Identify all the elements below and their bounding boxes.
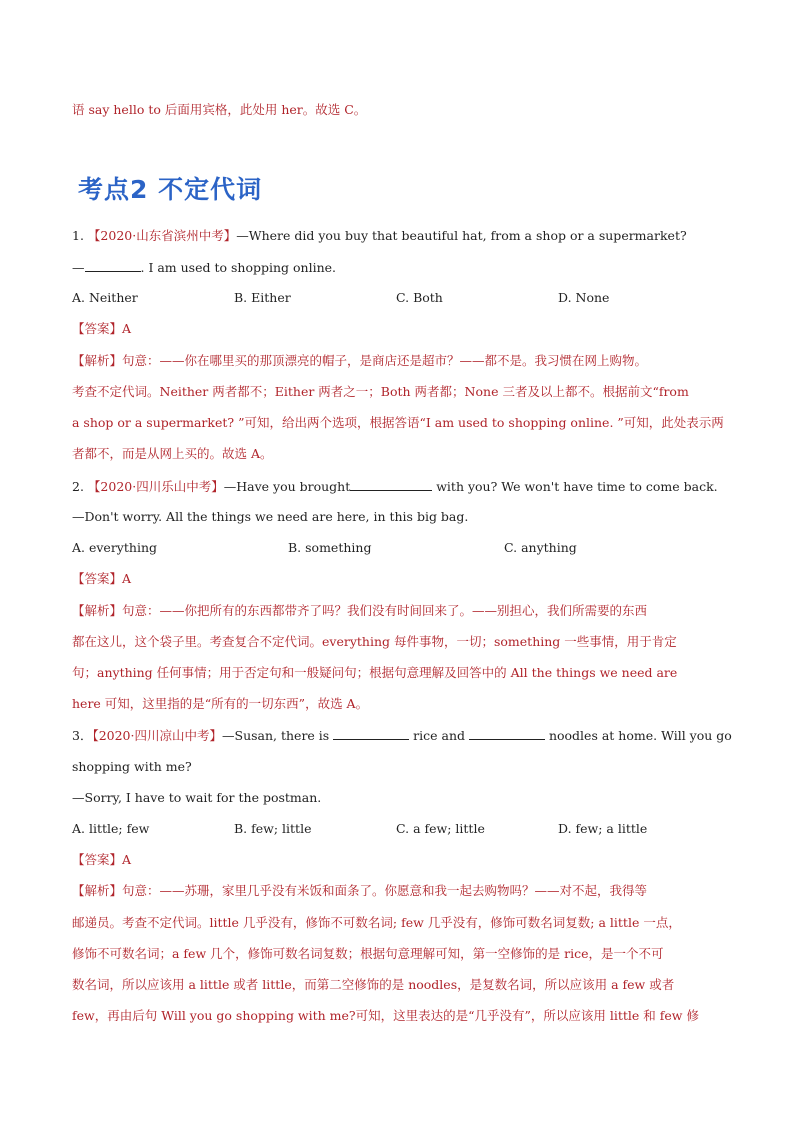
option-b: B. few; little [234,821,312,836]
answer-value: A [122,321,132,336]
analysis-line: 考查不定代词。Neither 两者都不；Either 两者之一；Both 两者都；None 三者及以上都不。根据前文“from [72,384,689,399]
question-text: —Susan, there is [222,728,334,743]
reply-text: . I am used to shopping online. [140,260,337,275]
analysis-label: 【解析】 [72,603,123,618]
question-text: —Have you brought [223,479,351,494]
option-a: A. everything [72,540,157,555]
analysis-line: 者都不，而是从网上买的。故选 A。 [72,446,273,461]
question-3-stem [72,727,732,744]
option-c: C. Both [396,290,443,305]
analysis-line: 修饰不可数名词；a few 几个，修饰可数名词复数；根据句意理解可知，第一空修饰的是 rice，是一个不可 [72,946,664,961]
answer-label: 【答案】 [72,571,123,586]
answer-blank [469,727,545,740]
question-text: noodles at home. Will you go [544,728,732,743]
question-source: 【2020·四川凉山中考】 [92,728,222,743]
analysis-line [72,603,647,619]
analysis-line: a shop or a supermarket? ”可知，给出两个选项，根据答语“I am used to shopping online. ”可知，此处表示两 [72,415,724,430]
question-2-reply: —Don't worry. All the things we need are here, in this big bag. [72,509,469,524]
section-title: 考点2 不定代词 [78,175,263,204]
answer-blank [85,259,141,272]
answer-blank [333,727,409,740]
answer-line [72,571,131,587]
answer-line [72,852,131,868]
analysis-text: 句意：——苏珊，家里几乎没有米饭和面条了。你愿意和我一起去购物吗？——对不起，我得等 [122,883,648,898]
question-number: 3． [72,728,93,743]
option-c: C. anything [504,540,577,555]
analysis-line: here 可知，这里指的是“所有的一切东西”，故选 A。 [72,696,369,711]
analysis-label: 【解析】 [72,353,123,368]
answer-label: 【答案】 [72,852,123,867]
analysis-line: 邮递员。考查不定代词。little 几乎没有，修饰不可数名词; few 几乎没有，修饰可数名词复数; a little 一点， [72,915,681,930]
top-note: 语 say hello to 后面用宾格，此处用 her。故选 C。 [72,102,367,117]
question-2-stem [72,478,718,495]
answer-line [72,321,131,337]
analysis-line: few，再由后句 Will you go shopping with me?可知，这里表达的是“几乎没有”，所以应该用 little 和 few 修 [72,1008,699,1023]
analysis-line: 句；anything 任何事情；用于否定句和一般疑问句；根据句意理解及回答中的 All the things we need are [72,665,678,680]
option-a: A. Neither [72,290,138,305]
answer-value: A [122,571,132,586]
question-3-reply: —Sorry, I have to wait for the postman. [72,790,322,805]
question-source: 【2020·山东省滨州中考】 [87,228,237,243]
question-number: 1. [72,228,84,243]
analysis-line: 数名词，所以应该用 a little 或者 little，而第二空修饰的是 noodles，是复数名词，所以应该用 a few 或者 [72,977,675,992]
option-b: B. something [288,540,372,555]
answer-blank [350,478,432,491]
option-c: C. a few; little [396,821,485,836]
question-1-reply [72,259,336,276]
option-d: D. few; a little [558,821,648,836]
analysis-line [72,883,647,899]
question-text: with you? We won't have time to come back. [432,479,718,494]
answer-label: 【答案】 [72,321,123,336]
analysis-line [72,353,647,369]
question-1-stem [72,228,687,244]
question-number: 2. [72,479,84,494]
analysis-text: 句意：——你把所有的东西都带齐了吗？我们没有时间回来了。——别担心，我们所需要的东西 [122,603,648,618]
question-text: —Where did you buy that beautiful hat, from a shop or a supermarket? [236,228,687,243]
answer-value: A [122,852,132,867]
option-a: A. little; few [72,821,150,836]
analysis-label: 【解析】 [72,883,123,898]
question-text: rice and [409,728,469,743]
dash: — [72,260,85,275]
analysis-line: 都在这儿，这个袋子里。考查复合不定代词。everything 每件事物，一切；something 一些事情，用于肯定 [72,634,677,649]
analysis-text: 句意：——你在哪里买的那顶漂亮的帽子，是商店还是超市？——都不是。我习惯在网上购物。 [122,353,648,368]
option-b: B. Either [234,290,291,305]
question-source: 【2020·四川乐山中考】 [87,479,224,494]
option-d: D. None [558,290,610,305]
question-3-stem-cont: shopping with me? [72,759,192,774]
